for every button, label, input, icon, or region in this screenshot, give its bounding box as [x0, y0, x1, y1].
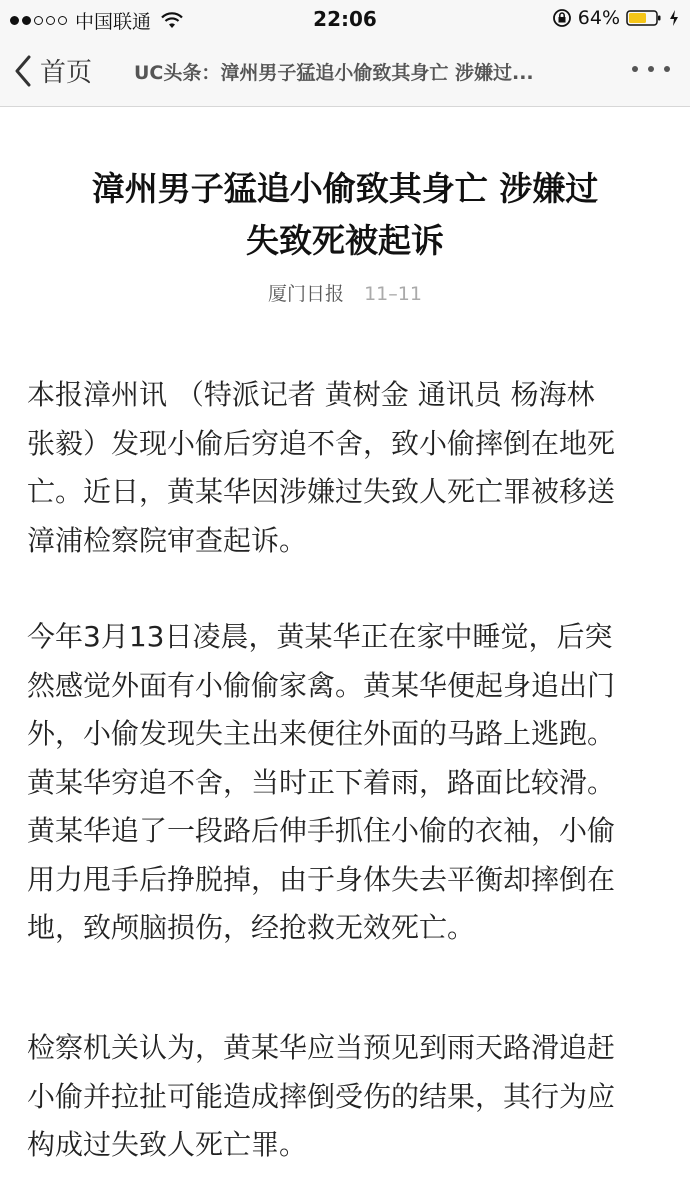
back-label: 首页: [40, 58, 93, 88]
article-meta: [0, 279, 690, 306]
article-paragraph: [27, 613, 667, 953]
more-dot-icon: [632, 66, 638, 72]
headline-line: 失致死被起诉: [246, 221, 444, 260]
paragraph-line: 漳浦检察院审查起诉。: [27, 523, 308, 557]
page-title: UC头条：漳州男子猛追小偷致其身亡 涉嫌过...: [134, 62, 534, 84]
carrier-name: 中国联通: [75, 11, 152, 33]
paragraph-line: 黄某华穷追不舍，当时正下着雨，路面比较滑。: [27, 765, 616, 799]
status-right: [552, 7, 680, 29]
headline-line: 漳州男子猛追小偷致其身亡 涉嫌过: [91, 169, 599, 208]
paragraph-line: 亡。近日，黄某华因涉嫌过失致人死亡罪被移送: [27, 475, 616, 508]
paragraph-line: 用力甩手后挣脱掉，由于身体失去平衡却摔倒在: [27, 862, 616, 896]
navigation-bar: [0, 36, 690, 107]
back-button[interactable]: [14, 52, 92, 89]
status-bar: [0, 0, 690, 36]
chevron-left-icon: [14, 55, 32, 87]
battery-percentage: 64%: [577, 7, 620, 29]
article-date: 11–11: [364, 283, 422, 305]
status-time: 22:06: [313, 7, 377, 31]
article-content[interactable]: [0, 107, 690, 1193]
article-paragraph: [27, 1024, 667, 1170]
paragraph-line: 地，致颅脑损伤，经抢救无效死亡。: [27, 911, 476, 944]
article-source: 厦门日报: [268, 283, 345, 305]
paragraph-line: 检察机关认为，黄某华应当预见到雨天路滑追赶: [27, 1031, 616, 1064]
paragraph-line: 张毅）发现小偷后穷追不舍，致小偷摔倒在地死: [27, 426, 616, 460]
charging-icon: [668, 9, 680, 27]
more-options-button[interactable]: [632, 66, 670, 72]
article-paragraph: [27, 371, 667, 565]
paragraph-line: 构成过失致人死亡罪。: [27, 1128, 308, 1161]
paragraph-line: 小偷并拉扯可能造成摔倒受伤的结果，其行为应: [27, 1079, 616, 1113]
article-headline: [60, 163, 630, 267]
rotation-lock-icon: [552, 8, 572, 28]
paragraph-line: 然感觉外面有小偷偷家禽。黄某华便起身追出门: [27, 668, 616, 702]
more-dot-icon: [664, 66, 670, 72]
paragraph-line: 外，小偷发现失主出来便往外面的马路上逃跑。: [27, 717, 616, 750]
battery-icon: [626, 9, 662, 27]
more-dot-icon: [648, 66, 654, 72]
paragraph-line: 黄某华追了一段路后伸手抓住小偷的衣袖，小偷: [27, 814, 616, 847]
paragraph-line: 今年3月13日凌晨，黄某华正在家中睡觉，后突: [27, 620, 613, 653]
paragraph-line: 本报漳州讯 （特派记者 黄树金 通讯员 杨海林: [27, 378, 595, 411]
